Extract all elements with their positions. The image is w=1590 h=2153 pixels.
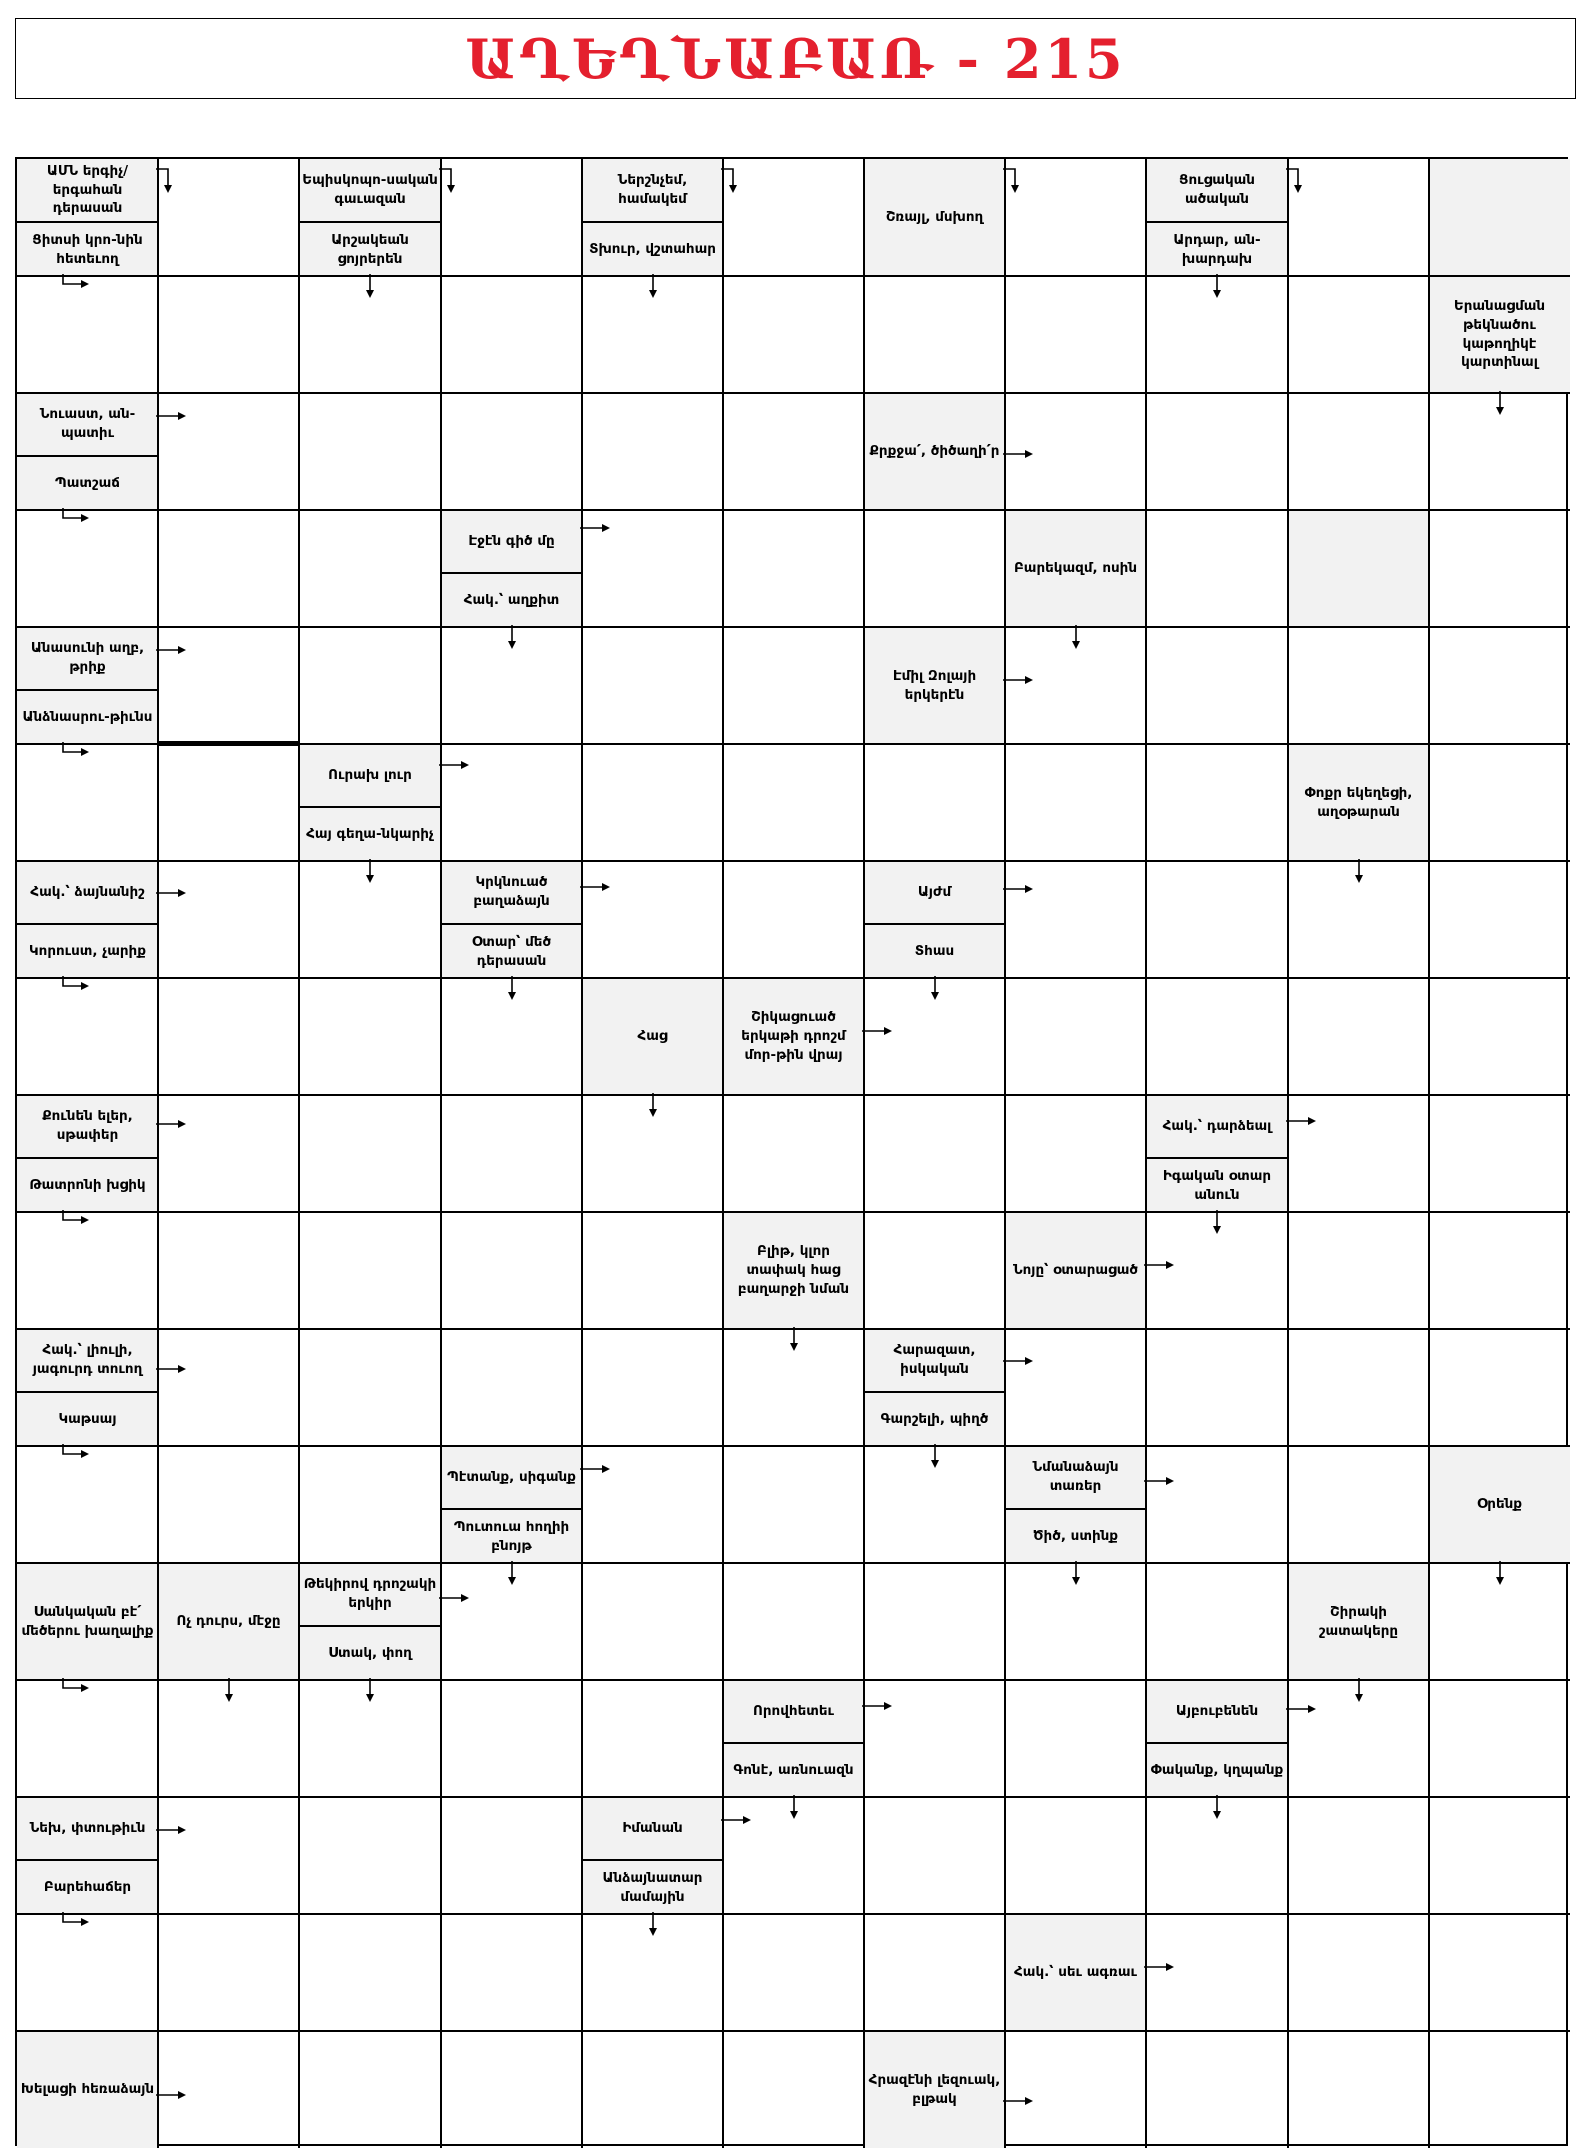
answer-cell[interactable] (299, 1329, 441, 1446)
answer-cell[interactable] (1005, 744, 1146, 861)
answer-cell[interactable] (158, 978, 299, 1095)
arrow-down-icon (496, 976, 528, 1008)
arrow-right-icon (1003, 664, 1035, 696)
answer-cell[interactable] (1146, 393, 1288, 510)
blank-shaded-cell (1288, 510, 1429, 627)
answer-cell[interactable] (723, 1095, 864, 1212)
clue-c7_5: Շիկացուած երկաթի դրոշմ մոր-թին վրայ (723, 978, 864, 1095)
answer-cell[interactable] (864, 1095, 1005, 1212)
clue-c10_6b: Գարշելի, պիղծ (864, 1393, 1005, 1446)
grid-line (17, 1211, 1570, 1213)
answer-cell[interactable] (299, 978, 441, 1095)
grid-line (722, 159, 724, 2148)
answer-cell[interactable] (1429, 1797, 1570, 1914)
answer-cell[interactable] (441, 1680, 582, 1797)
answer-cell[interactable] (582, 1680, 723, 1797)
grid-line (581, 159, 583, 2148)
clue-c12_0: Սանկական բէ՛ մեծերու խաղալիք (17, 1563, 158, 1680)
clue-c13_8a: Այբուբենեն (1146, 1680, 1288, 1744)
arrow-right-icon (721, 1804, 753, 1836)
arrow-dr-icon (61, 1210, 93, 1242)
clue-c9_5: Բլիթ, կլոր տափակ հաց բաղարջի նման (723, 1212, 864, 1329)
arrow-down-icon (637, 1912, 669, 1944)
arrow-down-icon (496, 625, 528, 657)
clue-c14_4b: Անձայնատար մամային (582, 1861, 723, 1914)
clue-c12_9: Շիրակի շատակերը (1288, 1563, 1429, 1680)
clue-c0_8b: Արդար, ան-խարդախ (1146, 223, 1288, 276)
clue-c15_7: Հակ.՝ սեւ ագռաւ (1005, 1914, 1146, 2031)
arrow-down-icon (1060, 625, 1092, 657)
arrow-down-icon (919, 1444, 951, 1476)
answer-cell[interactable] (441, 1914, 582, 2031)
crossword-grid (15, 157, 1568, 2146)
arrow-down-icon (354, 1678, 386, 1710)
answer-cell[interactable] (864, 1563, 1005, 1680)
answer-cell[interactable] (1288, 1797, 1429, 1914)
answer-cell[interactable] (864, 1212, 1005, 1329)
answer-cell[interactable] (864, 1797, 1005, 1914)
arrow-down-icon (354, 274, 386, 306)
grid-line (1145, 159, 1147, 2148)
arrow-right-icon (156, 877, 188, 909)
clue-c0_6: Շռայլ, մսխող (864, 159, 1005, 276)
answer-cell[interactable] (723, 393, 864, 510)
arrow-down-icon (778, 1795, 810, 1827)
answer-cell[interactable] (1146, 1329, 1288, 1446)
arrow-dr-icon (61, 742, 93, 774)
answer-cell[interactable] (582, 393, 723, 510)
arrow-dr-icon (61, 274, 93, 306)
blank-shaded-cell (1429, 159, 1570, 276)
answer-cell[interactable] (864, 276, 1005, 393)
clue-c7_4: Հաց (582, 978, 723, 1095)
clue-c8_0a: Քունեն ելեր, սթափեր (17, 1095, 158, 1159)
answer-cell[interactable] (441, 393, 582, 510)
arrow-right-icon (1144, 1951, 1176, 1983)
answer-cell[interactable] (299, 393, 441, 510)
clue-c0_2a: Եպիսկոպո-սական գաւազան (299, 159, 441, 223)
answer-cell[interactable] (864, 510, 1005, 627)
arrow-right-icon (156, 1353, 188, 1385)
answer-cell[interactable] (1429, 1212, 1570, 1329)
answer-cell[interactable] (1288, 1914, 1429, 2031)
answer-cell[interactable] (299, 1212, 441, 1329)
answer-cell[interactable] (1429, 744, 1570, 861)
arrow-rd-icon (1003, 167, 1035, 199)
clue-c4_0a: Անասունի աղբ, թրիք (17, 627, 158, 691)
answer-cell[interactable] (723, 1446, 864, 1563)
arrow-right-icon (862, 1690, 894, 1722)
arrow-down-icon (1201, 1210, 1233, 1242)
answer-cell[interactable] (441, 1212, 582, 1329)
clue-c12_2a: Թեկիրով դրոշակի երկիր (299, 1563, 441, 1627)
arrow-rd-icon (1286, 167, 1318, 199)
answer-cell[interactable] (1288, 1446, 1429, 1563)
arrow-dr-icon (61, 1912, 93, 1944)
answer-cell[interactable] (723, 2031, 864, 2148)
arrow-right-icon (1144, 1249, 1176, 1281)
grid-line (1287, 159, 1289, 2148)
arrow-down-icon (1201, 1795, 1233, 1827)
arrow-down-icon (1201, 274, 1233, 306)
answer-cell[interactable] (1288, 1212, 1429, 1329)
grid-line (17, 626, 1570, 628)
arrow-rd-icon (721, 167, 753, 199)
answer-cell[interactable] (723, 1563, 864, 1680)
grid-line (17, 392, 1570, 394)
clue-c4_6: Էմիլ Զոլայի երկերէն (864, 627, 1005, 744)
arrow-right-icon (156, 400, 188, 432)
clue-c13_5b: Գոնէ, առնուազն (723, 1744, 864, 1797)
page-title: ԱՂԵՂՆԱԲԱՌ - 215 (15, 18, 1576, 99)
word-separator (158, 741, 299, 746)
grid-line (17, 2030, 1570, 2032)
answer-cell[interactable] (1146, 744, 1288, 861)
clue-c10_0b: Կաթսայ (17, 1393, 158, 1446)
answer-cell[interactable] (1146, 978, 1288, 1095)
grid-line (157, 159, 159, 2148)
answer-cell[interactable] (582, 744, 723, 861)
clue-c14_0b: Բարեհաճեր (17, 1861, 158, 1914)
grid-line (863, 159, 865, 2148)
arrow-dr-icon (61, 976, 93, 1008)
answer-cell[interactable] (1146, 627, 1288, 744)
answer-cell[interactable] (1288, 2031, 1429, 2148)
arrow-right-icon (439, 749, 471, 781)
answer-cell[interactable] (1429, 978, 1570, 1095)
arrow-dr-icon (61, 1444, 93, 1476)
arrow-down-icon (1484, 1561, 1516, 1593)
clue-c10_0a: Հակ.՝ լիուլի, յագուրդ տուող (17, 1329, 158, 1393)
answer-cell[interactable] (1429, 510, 1570, 627)
clue-c0_8a: Ցուցական ածական (1146, 159, 1288, 223)
arrow-right-icon (862, 1015, 894, 1047)
answer-cell[interactable] (299, 1797, 441, 1914)
arrow-right-icon (156, 2079, 188, 2111)
arrow-right-icon (1003, 1345, 1035, 1377)
clue-c14_4a: Իմանան (582, 1797, 723, 1861)
arrow-down-icon (354, 859, 386, 891)
answer-cell[interactable] (1146, 1563, 1288, 1680)
arrow-right-icon (580, 512, 612, 544)
answer-cell[interactable] (723, 276, 864, 393)
clue-c11_7b: Ծիծ, ստինք (1005, 1510, 1146, 1563)
arrow-right-icon (156, 1108, 188, 1140)
answer-cell[interactable] (1288, 978, 1429, 1095)
arrow-down-icon (213, 1678, 245, 1710)
clue-c1_10: Երանացման թեկնածու կաթողիկէ կարտինալ (1429, 276, 1570, 393)
answer-cell[interactable] (1288, 1329, 1429, 1446)
arrow-down-icon (637, 1093, 669, 1125)
answer-cell[interactable] (582, 1212, 723, 1329)
arrow-rd-icon (156, 167, 188, 199)
arrow-down-icon (919, 976, 951, 1008)
answer-cell[interactable] (1429, 1095, 1570, 1212)
arrow-down-icon (496, 1561, 528, 1593)
answer-cell[interactable] (1146, 861, 1288, 978)
arrow-down-icon (778, 1327, 810, 1359)
arrow-dr-icon (61, 1678, 93, 1710)
answer-cell[interactable] (582, 2031, 723, 2148)
answer-cell[interactable] (723, 510, 864, 627)
answer-cell[interactable] (441, 276, 582, 393)
answer-cell[interactable] (158, 276, 299, 393)
answer-cell[interactable] (1429, 1329, 1570, 1446)
clue-c6_3a: Կրկնուած բաղաձայն (441, 861, 582, 925)
grid-line (1428, 159, 1430, 2148)
clue-c12_1: Ոչ դուրս, մէջը (158, 1563, 299, 1680)
clue-c6_0a: Հակ.՝ ձայնանիշ (17, 861, 158, 925)
arrow-down-icon (1484, 391, 1516, 423)
answer-cell[interactable] (1429, 861, 1570, 978)
answer-cell[interactable] (582, 1563, 723, 1680)
clue-c5_2b: Հայ գեղա-նկարիչ (299, 808, 441, 861)
clue-c11_10: Օրենք (1429, 1446, 1570, 1563)
clue-c5_9: Փոքր եկեղեցի, աղօթարան (1288, 744, 1429, 861)
arrow-down-icon (637, 274, 669, 306)
arrow-right-icon (580, 1453, 612, 1485)
grid-line (17, 860, 1570, 862)
grid-line (17, 509, 1570, 511)
answer-cell[interactable] (299, 1095, 441, 1212)
clue-c3_7: Բարեկազմ, ոսին (1005, 510, 1146, 627)
clue-c6_6a: Այժմ (864, 861, 1005, 925)
answer-cell[interactable] (158, 1212, 299, 1329)
clue-c6_3b: Օտար՝ մեծ դերասան (441, 925, 582, 978)
grid-line (17, 977, 1570, 979)
answer-cell[interactable] (441, 1329, 582, 1446)
answer-cell[interactable] (1429, 1914, 1570, 2031)
answer-cell[interactable] (723, 627, 864, 744)
answer-cell[interactable] (1005, 1797, 1146, 1914)
grid-line (17, 1445, 1570, 1447)
answer-cell[interactable] (158, 744, 299, 861)
clue-c2_0b: Պատշաճ (17, 457, 158, 510)
arrow-right-icon (1003, 438, 1035, 470)
answer-cell[interactable] (864, 1914, 1005, 2031)
clue-c14_0a: Նեխ, փտութիւն (17, 1797, 158, 1861)
arrow-right-icon (156, 1814, 188, 1846)
answer-cell[interactable] (441, 2031, 582, 2148)
answer-cell[interactable] (1429, 1680, 1570, 1797)
arrow-dr-icon (61, 508, 93, 540)
answer-cell[interactable] (1146, 2031, 1288, 2148)
clue-c12_2b: Ստակ, փող (299, 1627, 441, 1680)
arrow-right-icon (1003, 2085, 1035, 2117)
grid-line (17, 275, 1570, 277)
grid-line (17, 1913, 1570, 1915)
answer-cell[interactable] (441, 1095, 582, 1212)
answer-cell[interactable] (864, 744, 1005, 861)
answer-cell[interactable] (299, 1446, 441, 1563)
clue-c11_3b: Պուտուա հողիի բնոյթ (441, 1510, 582, 1563)
clue-c3_3b: Հակ.՝ աղքիտ (441, 574, 582, 627)
answer-cell[interactable] (1288, 393, 1429, 510)
answer-cell[interactable] (158, 1914, 299, 2031)
answer-cell[interactable] (1005, 1095, 1146, 1212)
answer-cell[interactable] (1429, 627, 1570, 744)
answer-cell[interactable] (1288, 627, 1429, 744)
arrow-right-icon (1144, 1465, 1176, 1497)
clue-c8_0b: Թատրոնի խցիկ (17, 1159, 158, 1212)
clue-c10_6a: Հարազատ, իսկական (864, 1329, 1005, 1393)
grid-line (17, 1562, 1570, 1564)
answer-cell[interactable] (582, 627, 723, 744)
arrow-right-icon (1003, 873, 1035, 905)
answer-cell[interactable] (1005, 276, 1146, 393)
answer-cell[interactable] (299, 510, 441, 627)
clue-c0_0b: Ցիտսի կրո-նին հետեւող (17, 223, 158, 276)
answer-cell[interactable] (299, 627, 441, 744)
arrow-rd-icon (439, 167, 471, 199)
answer-cell[interactable] (1005, 978, 1146, 1095)
answer-cell[interactable] (1146, 1446, 1288, 1563)
answer-cell[interactable] (723, 744, 864, 861)
arrow-right-icon (439, 1582, 471, 1614)
grid-line (440, 159, 442, 2148)
answer-cell[interactable] (1429, 2031, 1570, 2148)
clue-c9_7: Նոյը՝ օտարացած (1005, 1212, 1146, 1329)
clue-c4_0b: Անձնասրու-թիւնս (17, 691, 158, 744)
answer-cell[interactable] (299, 1914, 441, 2031)
grid-line (17, 1679, 1570, 1681)
clue-c0_4a: Ներշնչեմ, համակեմ (582, 159, 723, 223)
clue-c2_0a: Նուաստ, ան-պատիւ (17, 393, 158, 457)
clue-c3_3a: Էջէն գիծ մը (441, 510, 582, 574)
answer-cell[interactable] (158, 1329, 299, 1446)
clue-c0_0a: ԱՄՆ երգիչ/երգահան դերասան (17, 159, 158, 223)
grid-line (298, 159, 300, 2148)
arrow-right-icon (580, 871, 612, 903)
clue-c8_8a: Հակ.՝ դարձեալ (1146, 1095, 1288, 1159)
answer-cell[interactable] (158, 510, 299, 627)
clue-c16_0: Խելացի հեռաձայն (17, 2031, 158, 2148)
answer-cell[interactable] (1288, 276, 1429, 393)
clue-c13_5a: Որովհետեւ (723, 1680, 864, 1744)
arrow-right-icon (1286, 1693, 1318, 1725)
arrow-right-icon (1286, 1105, 1318, 1137)
arrow-down-icon (1343, 859, 1375, 891)
clue-c8_8b: Իգական օտար անուն (1146, 1159, 1288, 1212)
answer-cell[interactable] (723, 1914, 864, 2031)
answer-cell[interactable] (582, 1329, 723, 1446)
answer-cell[interactable] (723, 861, 864, 978)
arrow-right-icon (156, 634, 188, 666)
grid-line (17, 1094, 1570, 1096)
answer-cell[interactable] (1005, 1680, 1146, 1797)
answer-cell[interactable] (299, 2031, 441, 2148)
arrow-down-icon (1343, 1678, 1375, 1710)
clue-c11_7a: Նմանաձայն տառեր (1005, 1446, 1146, 1510)
clue-c11_3a: Պէտանք, սիգանք (441, 1446, 582, 1510)
clue-c16_6: Հրազէնի լեզուակ, բլթակ (864, 2031, 1005, 2148)
clue-c6_6b: Տհաս (864, 925, 1005, 978)
arrow-down-icon (1060, 1561, 1092, 1593)
clue-c6_0b: Կորուստ, չարիք (17, 925, 158, 978)
clue-c5_2a: Ուրախ լուր (299, 744, 441, 808)
answer-cell[interactable] (158, 1446, 299, 1563)
clue-c0_2b: Արշակեան ցոյրերեն (299, 223, 441, 276)
clue-c0_4b: Տխուր, վշտահար (582, 223, 723, 276)
answer-cell[interactable] (1146, 510, 1288, 627)
clue-c13_8b: Փականք, կղպանք (1146, 1744, 1288, 1797)
answer-cell[interactable] (441, 1797, 582, 1914)
clue-c2_6: Քրքջա՛, ծիծաղի՛ր (864, 393, 1005, 510)
